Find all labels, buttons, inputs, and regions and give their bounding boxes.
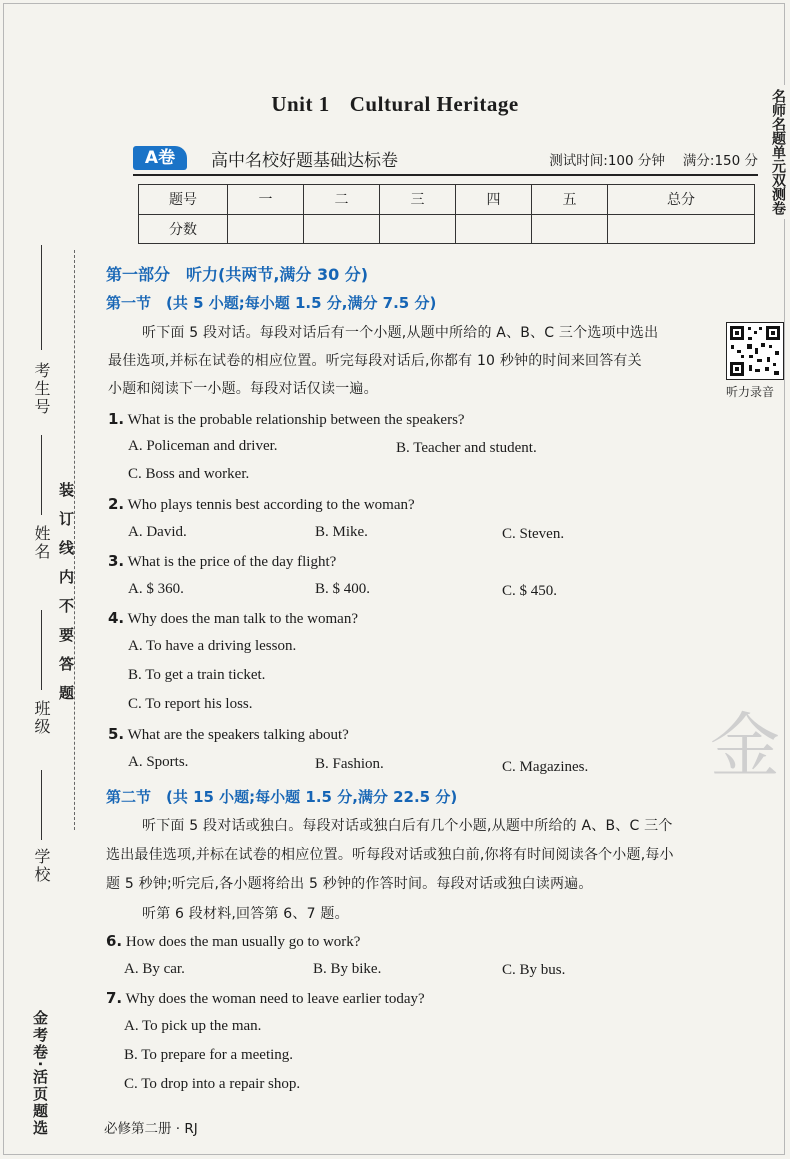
option-b[interactable]: B. By bike. [313,961,382,977]
right-side-tag: 名师名题单元双测卷 [766,85,790,219]
score-header-cell: 题号 [139,185,228,215]
score-header-cell: 一 [228,185,304,215]
watermark-glyph: 金 [710,705,780,787]
score-header-row [139,185,755,215]
option-c[interactable]: C. Boss and worker. [128,466,250,482]
score-header-cell: 五 [532,185,608,215]
section1-title: 第一节 (共 5 小题;每小题 1.5 分,满分 7.5 分) [106,294,437,312]
school-blank [41,770,42,840]
name-blank [41,435,42,515]
class-label: 班级 [32,700,51,736]
option-b[interactable]: B. To prepare for a meeting. [124,1047,294,1063]
qr-label: 听力录音 [726,385,775,399]
option-c[interactable]: C. To report his loss. [128,696,253,712]
score-cell[interactable] [456,214,532,244]
question-number: 5. [108,725,125,743]
score-cell[interactable] [532,214,608,244]
binding-warning: 装订线内不要答题 [57,482,75,714]
question-4 [108,609,358,628]
banner-title: 高中名校好题基础达标卷 [211,151,398,171]
option-b[interactable]: B. $ 400. [315,581,371,597]
question-5 [108,725,349,744]
page-footer: 必修第二册 · RJ [104,1121,198,1137]
name-label: 姓名 [32,525,51,561]
option-a[interactable]: A. To have a driving lesson. [128,638,297,654]
unit-title [0,92,790,117]
question-1 [108,410,465,429]
question-2 [108,495,415,514]
qr-code-icon[interactable] [726,322,784,380]
question-number: 4. [108,609,125,627]
question-text: What is the probable relationship between the speakers? [127,412,465,428]
section1-instruction-line: 最佳选项,并标在试卷的相应位置。听完每段对话后,你都有 10 秒钟的时间来回答有关 [108,353,642,369]
option-a[interactable]: A. Policeman and driver. [128,438,278,454]
full-score: 满分:150 分 [682,153,758,169]
score-value-row [139,214,755,244]
unit-label: Unit 1 [271,92,330,116]
unit-name: Cultural Heritage [349,92,519,116]
section2-instruction-line: 听下面 5 段对话或独白。每段对话或独白后有几个小题,从题中所给的 A、B、C 三个 [142,818,673,834]
option-a[interactable]: A. By car. [124,961,185,977]
question-text: What is the price of the day flight? [127,554,337,570]
option-b[interactable]: B. Teacher and student. [396,440,537,456]
option-b[interactable]: B. To get a train ticket. [128,667,266,683]
score-cell[interactable] [380,214,456,244]
score-header-cell: 四 [456,185,532,215]
test-time: 测试时间:100 分钟 [549,153,665,169]
binding-strip [0,0,90,1159]
section2-instruction-line: 选出最佳选项,并标在试卷的相应位置。听每段对话或独白前,你将有时间阅读各个小题,每小 [106,847,674,863]
part1-title: 第一部分 听力(共两节,满分 30 分) [106,265,369,284]
score-header-cell: 总分 [608,185,755,215]
option-c[interactable]: C. $ 450. [502,583,558,599]
option-a[interactable]: A. $ 360. [128,581,184,597]
section1-instruction-line: 听下面 5 段对话。每段对话后有一个小题,从题中所给的 A、B、C 三个选项中选出 [142,325,659,341]
option-a[interactable]: A. David. [128,524,187,540]
option-c[interactable]: C. Magazines. [502,759,589,775]
section2-title: 第二节 (共 15 小题;每小题 1.5 分,满分 22.5 分) [106,788,458,806]
question-number: 6. [106,932,123,950]
option-a[interactable]: A. Sports. [128,754,189,770]
question-text: What are the speakers talking about? [127,727,349,743]
question-number: 2. [108,495,125,513]
banner-meta [531,149,758,169]
score-cell[interactable] [608,214,755,244]
option-c[interactable]: C. To drop into a repair shop. [124,1076,301,1092]
question-text: Who plays tennis best according to the woman? [127,497,415,513]
option-c[interactable]: C. Steven. [502,526,565,542]
material-note: 听第 6 段材料,回答第 6、7 题。 [142,906,349,922]
question-6 [106,932,360,951]
question-3 [108,552,336,571]
school-label: 学校 [32,848,51,884]
exam-no-label: 考生号 [32,362,51,416]
score-header-cell: 二 [304,185,380,215]
score-cell[interactable] [228,214,304,244]
score-cell[interactable] [304,214,380,244]
option-a[interactable]: A. To pick up the man. [124,1018,262,1034]
question-number: 3. [108,552,125,570]
option-c[interactable]: C. By bus. [502,962,566,978]
option-b[interactable]: B. Fashion. [315,756,384,772]
score-row-label: 分数 [139,214,228,244]
score-table [138,184,755,244]
question-text: Why does the man talk to the woman? [127,611,358,627]
question-7 [106,989,425,1008]
section1-instruction-line: 小题和阅读下一小题。每段对话仅读一遍。 [108,381,378,397]
exam-no-blank [41,245,42,350]
class-blank [41,610,42,690]
question-number: 7. [106,989,123,1007]
option-b[interactable]: B. Mike. [315,524,368,540]
paper-badge: A卷 [133,146,187,170]
question-text: How does the man usually go to work? [125,934,361,950]
question-number: 1. [108,410,125,428]
question-text: Why does the woman need to leave earlier today? [125,991,425,1007]
score-header-cell: 三 [380,185,456,215]
section2-instruction-line: 题 5 秒钟;听完后,各小题将给出 5 秒钟的作答时间。每段对话或独白读两遍。 [106,876,593,892]
paper-banner [133,146,758,176]
series-label: 金考卷·活页题选 [31,1010,49,1137]
